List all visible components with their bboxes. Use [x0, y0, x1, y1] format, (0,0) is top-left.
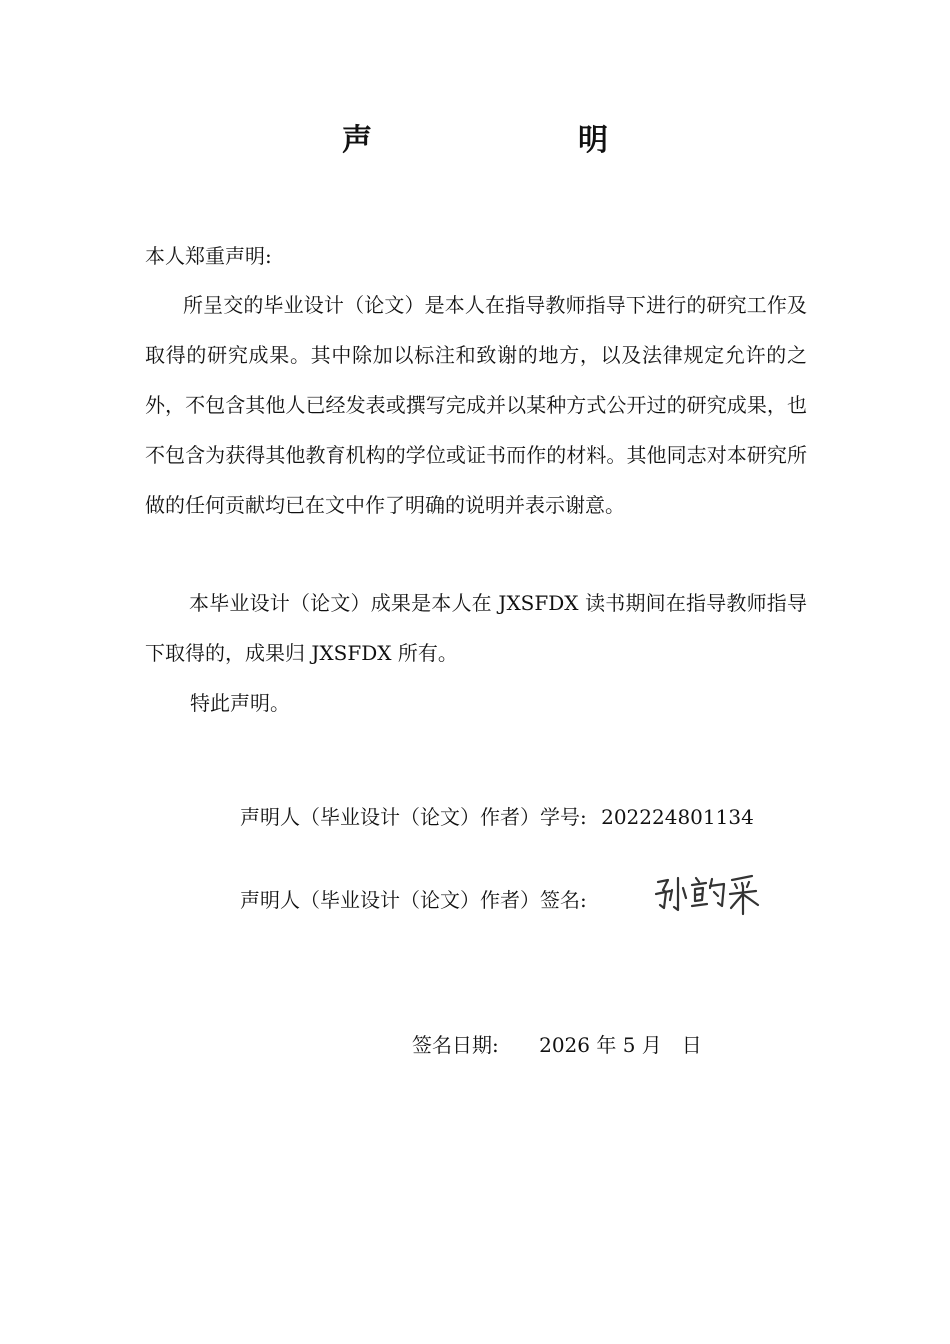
- student-id-value: 202224801134: [601, 805, 754, 829]
- student-id-label: 声明人（毕业设计（论文）作者）学号:: [240, 805, 587, 829]
- student-id-row: [240, 802, 754, 832]
- closing-line: 特此声明。: [190, 691, 290, 715]
- paragraph-originality: 所呈交的毕业设计（论文）是本人在指导教师指导下进行的研究工作及取得的研究成果。其中除加以标注和致谢的地方，以及法律规定允许的之外，不包含其他人已经发表或撰写完成并以某种方式公开过的研究成果，也不包含为获得其他教育机构的学位或证书而作的材料。其他同志对本研究所做的任何贡献均已在文中作了明确的说明并表示谢意。: [145, 293, 807, 517]
- signature-row: [240, 885, 587, 915]
- handwritten-signature: [652, 870, 762, 920]
- page-title: 声 明: [342, 123, 696, 158]
- date-label: 签名日期:: [412, 1033, 499, 1057]
- signature-date-row: [412, 1030, 702, 1060]
- signature-label: 声明人（毕业设计（论文）作者）签名:: [240, 888, 587, 912]
- paragraph-ownership: 本毕业设计（论文）成果是本人在 JXSFDX 读书期间在指导教师指导下取得的，成果归 JXSFDX 所有。: [145, 591, 807, 665]
- intro-line: 本人郑重声明:: [145, 244, 272, 268]
- date-value: 2026 年 5 月 日: [539, 1033, 702, 1057]
